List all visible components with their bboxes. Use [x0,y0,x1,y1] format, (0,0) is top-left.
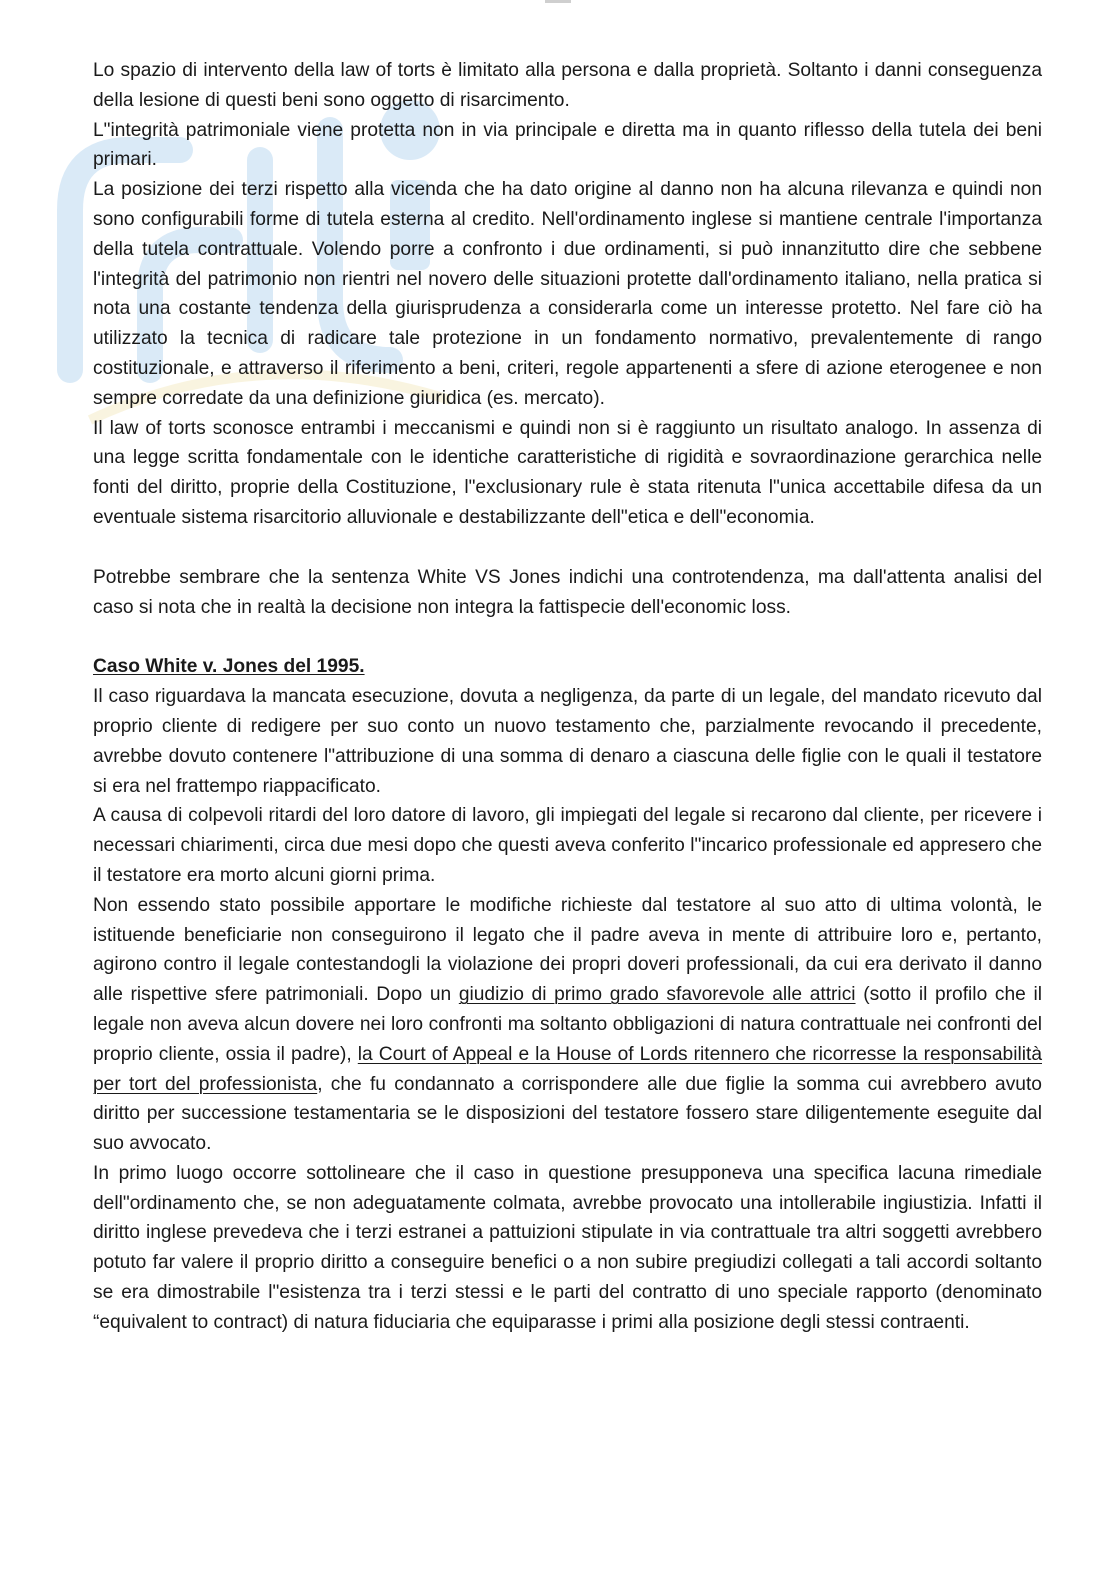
case-ruling-text-a: Non essendo stato possibile apportare le modifiche richieste dal testatore al suo atto di ultima volontà, le istituende beneficiarie non conseguirono il legato che il padre aveva in mente di attribuire loro e, pertanto, agirono contro il legale contestandogli la violazione dei propri doveri professionali, da cui era derivato il danno alle rispettive sfere patrimoniali. Dopo un [93,894,1042,1006]
case-ruling-text-c: , che fu condannato a corrispondere alle due figlie la somma cui avrebbero avuto diritto per successione testamentaria se le disposizioni del testatore fossero stare diligentemente eseguite dal suo avvocato. [93,1073,1042,1155]
spacer [93,622,1042,652]
header-mark [545,0,571,3]
underlined-court-of-appeal: la Court of Appeal e la House of Lords ritennero che ricorresse la responsabilità per tort del professionista [93,1043,1042,1095]
paragraph-case-ruling [93,891,1042,1159]
paragraph-white-vs-jones: Potrebbe sembrare che la sentenza White VS Jones indichi una controtendenza, ma dall'attenta analisi del caso si nota che in realtà la decisione non integra la fattispecie dell'economic loss. [93,566,1042,618]
case-title-row [93,652,1042,682]
paragraph-third-parties: La posizione dei terzi rispetto alla vicenda che ha dato origine al danno non ha alcuna rilevanza e quindi non sono configurabili forme di tutela esterna al credito. Nell'ordinamento inglese si mantiene centrale l'importanza della tutela contrattuale. Volendo porre a confronto i due ordinamenti, si può innanzitutto dire che sebbene l'integrità del patrimonio non rientri nel novero delle situazioni protette dall'ordinamento italiano, nella pratica si nota una costante tendenza della giurisprudenza a considerarla come un interesse protetto. Nel fare ciò ha utilizzato la tecnica di radicare tale protezione in un fondamento normativo, prevalentemente di rango costituzionale, e attraverso il riferimento a beni, criteri, regole appartenenti a sfere di azione eterogenee e non sempre corredate da una definizione giuridica (es. mercato). [93,179,1042,409]
paragraph-patrimonial-integrity: L"integrità patrimoniale viene protetta non in via principale e diretta ma in quanto riflesso della tutela dei beni primari. [93,119,1042,171]
case-title: Caso White v. Jones del 1995. [93,656,365,678]
paragraph-intro: Lo spazio di intervento della law of torts è limitato alla persona e dalla proprietà. Soltanto i danni conseguenza della lesione di questi beni sono oggetto di risarcimento. [93,60,1042,111]
spacer [93,533,1042,563]
case-ruling-text-b: (sotto il profilo che il legale non aveva alcun dovere nei loro confronti ma soltanto obbligazioni di natura contrattuale nei confronti del proprio cliente, ossia il padre), [93,984,1042,1065]
paragraph-case-facts: Il caso riguardava la mancata esecuzione, dovuta a negligenza, da parte di un legale, del mandato ricevuto dal proprio cliente di redigere per suo conto un nuovo testamento che, parzialmente revocando il precedente, avrebbe dovuto contenere l"attribuzione di una somma di denaro a ciascuna delle figlie con le quali il testatore si era nel frattempo riappacificato. [93,686,1042,797]
document-body [93,56,1042,1338]
paragraph-law-of-torts: Il law of torts sconosce entrambi i meccanismi e quindi non si è raggiunto un risultato analogo. In assenza di una legge scritta fondamentale con le identiche caratteristiche di rigidità e sovraordinazione gerarchica nelle fonti del diritto, proprie della Costituzione, l"exclusionary rule è stata ritenuta l"unica accettabile difesa da un eventuale sistema risarcitorio alluvionale e destabilizzante dell"etica e dell"economia. [93,417,1042,528]
underlined-first-instance: giudizio di primo grado sfavorevole alle attrici [458,984,856,1006]
paragraph-case-analysis: In primo luogo occorre sottolineare che il caso in questione presupponeva una specifica lacuna rimediale dell"ordinamento che, se non adeguatamente colmata, avrebbe provocato una intollerabile ingiustizia. Infatti il diritto inglese prevedeva che i terzi estranei a pattuizioni stipulate in via contrattuale tra altri soggetti avrebbero potuto far valere il proprio diritto a conseguire benefici o a non subire pregiudizi collegati a tali accordi soltanto se era dimostrabile l"esistenza tra i terzi stessi e le parti del contratto di uno speciale rapporto (denominato “equivalent to contract) di natura fiduciaria che equiparasse i primi alla posizione degli stessi contraenti. [93,1162,1042,1333]
paragraph-case-delay: A causa di colpevoli ritardi del loro datore di lavoro, gli impiegati del legale si recarono dal cliente, per ricevere i necessari chiarimenti, circa due mesi dopo che questi aveva conferito l"incarico professionale ed appresero che il testatore era morto alcuni giorni prima. [93,805,1042,886]
